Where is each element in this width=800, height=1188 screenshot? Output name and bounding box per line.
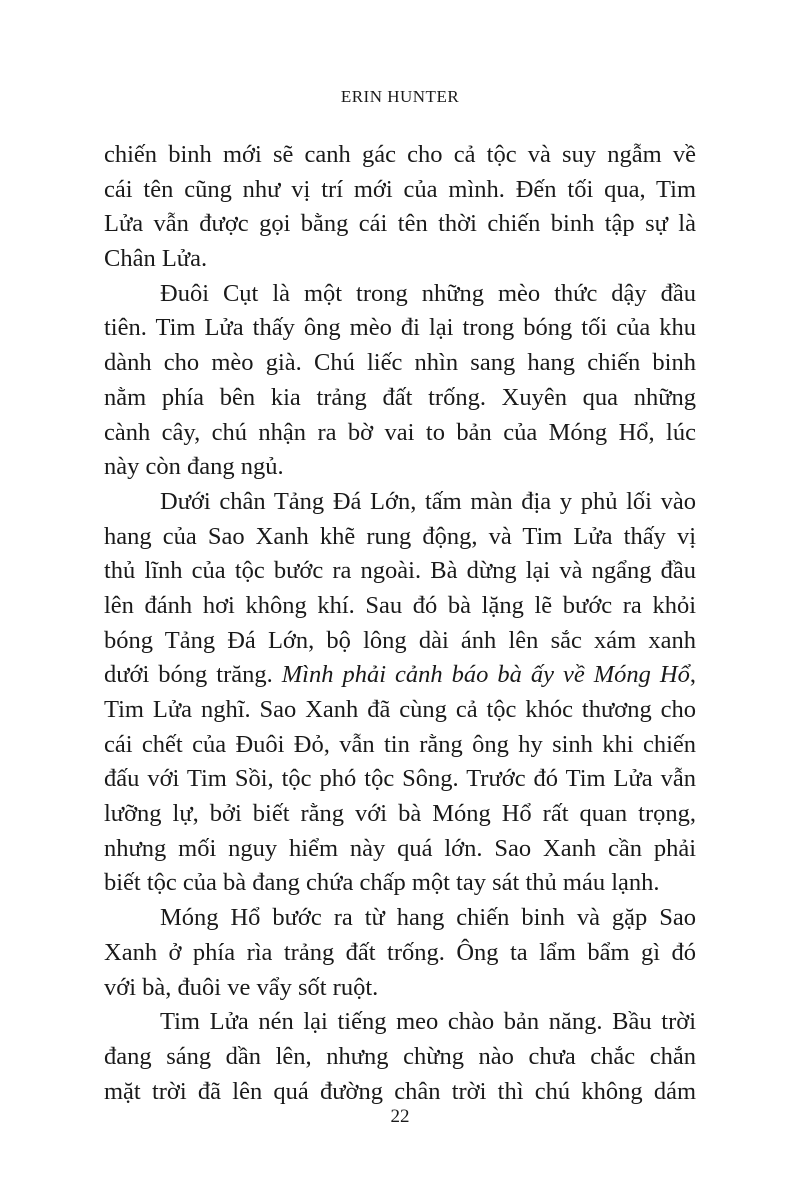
plain-text-segment: dưới bóng trăng. xyxy=(104,661,282,689)
text-line: bóng Tảng Đá Lớn, bộ lông dài ánh lên sắc xám xanh xyxy=(104,626,696,654)
running-header: ERIN HUNTER xyxy=(340,87,460,106)
text-line: Lửa vẫn được gọi bằng cái tên thời chiến binh tập sự là xyxy=(104,210,696,238)
text-line: này còn đang ngủ. xyxy=(104,453,284,481)
text-line: Đuôi Cụt là một trong những mèo thức dậy đầu xyxy=(160,279,696,307)
text-line: chiến binh mới sẽ canh gác cho cả tộc và suy ngẫm về xyxy=(104,141,696,168)
text-line: nằm phía bên kia trảng đất trống. Xuyên qua những xyxy=(104,383,696,411)
text-line: dành cho mèo già. Chú liếc nhìn sang hang chiến binh xyxy=(104,349,696,377)
italic-thought-segment: Mình phải cảnh báo bà ấy về Móng Hổ xyxy=(281,661,690,689)
text-line: cái chết của Đuôi Đỏ, vẫn tin rằng ông hy sinh khi chiến xyxy=(104,730,696,758)
text-line-with-italic xyxy=(104,658,696,693)
body-text xyxy=(104,138,696,1109)
text-line: Tim Lửa nghĩ. Sao Xanh đã cùng cả tộc khóc thương cho xyxy=(104,696,696,723)
text-line: đấu với Tim Sồi, tộc phó tộc Sông. Trước đó Tim Lửa vẫn xyxy=(104,765,696,793)
text-line: biết tộc của bà đang chứa chấp một tay sát thủ máu lạnh. xyxy=(104,869,660,897)
text-line: Chân Lửa. xyxy=(104,245,208,273)
text-line: Tim Lửa nén lại tiếng meo chào bản năng. Bầu trời xyxy=(160,1008,696,1036)
text-line: Móng Hổ bước ra từ hang chiến binh và gặp Sao xyxy=(160,904,696,932)
text-line: cái tên cũng như vị trí mới của mình. Đến tối qua, Tim xyxy=(104,175,696,203)
text-line: nhưng mối nguy hiểm này quá lớn. Sao Xanh cần phải xyxy=(104,834,696,862)
text-line: thủ lĩnh của tộc bước ra ngoài. Bà dừng lại và ngẩng đầu xyxy=(104,557,696,585)
text-line: đang sáng dần lên, nhưng chừng nào chưa chắc chắn xyxy=(104,1042,696,1070)
text-line: tiên. Tim Lửa thấy ông mèo đi lại trong bóng tối của khu xyxy=(104,314,696,342)
plain-text-segment: , xyxy=(689,661,697,689)
text-line: Dưới chân Tảng Đá Lớn, tấm màn địa y phủ lối vào xyxy=(160,487,696,515)
text-line: mặt trời đã lên quá đường chân trời thì chú không dám xyxy=(104,1077,696,1105)
page-number: 22 xyxy=(390,1106,410,1127)
text-line: cành cây, chú nhận ra bờ vai to bản của Móng Hổ, lúc xyxy=(104,418,696,446)
text-line: hang của Sao Xanh khẽ rung động, và Tim Lửa thấy vị xyxy=(104,522,696,550)
text-line: Xanh ở phía rìa trảng đất trống. Ông ta lẩm bẩm gì đó xyxy=(104,938,696,966)
text-line: với bà, đuôi ve vẩy sốt ruột. xyxy=(104,973,379,1001)
text-line: lên đánh hơi không khí. Sau đó bà lặng lẽ bước ra khỏi xyxy=(104,591,696,619)
text-line: lưỡng lự, bởi biết rằng với bà Móng Hổ rất quan trọng, xyxy=(104,800,696,828)
